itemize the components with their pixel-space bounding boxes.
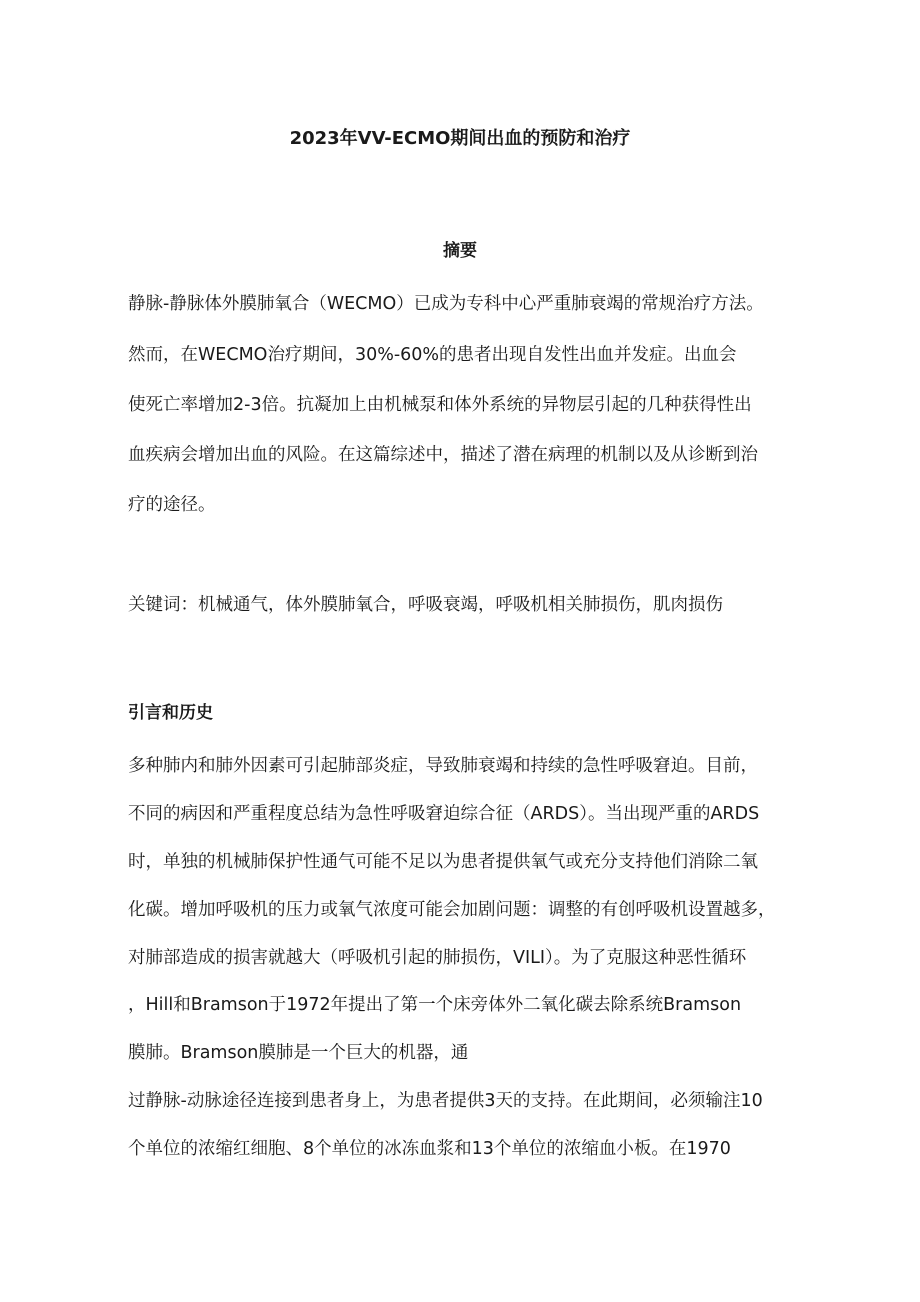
introduction-line: 膜肺。Bramson膜肺是一个巨大的机器，通 bbox=[128, 1043, 469, 1063]
abstract-heading: 摘要 bbox=[443, 241, 477, 261]
abstract-line: 然而，在WECMO治疗期间，30%-60%的患者出现自发性出血并发症。出血会 bbox=[128, 345, 737, 365]
introduction-line: ，Hill和Bramson于1972年提出了第一个床旁体外二氧化碳去除系统Bramson bbox=[128, 995, 742, 1015]
introduction-line: 个单位的浓缩红细胞、8个单位的冰冻血浆和13个单位的浓缩血小板。在1970 bbox=[128, 1139, 731, 1159]
introduction-heading: 引言和历史 bbox=[128, 703, 213, 723]
abstract-line: 静脉-静脉体外膜肺氧合（WECMO）已成为专科中心严重肺衰竭的常规治疗方法。 bbox=[128, 294, 764, 314]
document-title: 2023年VV-ECMO期间出血的预防和治疗 bbox=[289, 128, 631, 149]
introduction-line: 多种肺内和肺外因素可引起肺部炎症，导致肺衰竭和持续的急性呼吸窘迫。目前， bbox=[128, 756, 758, 776]
abstract-line: 疗的途径。 bbox=[128, 495, 216, 515]
introduction-line: 化碳。增加呼吸机的压力或氧气浓度可能会加剧问题：调整的有创呼吸机设置越多， bbox=[128, 900, 776, 920]
abstract-line: 使死亡率增加2-3倍。抗凝加上由机械泵和体外系统的异物层引起的几种获得性出 bbox=[128, 395, 752, 415]
introduction-line: 对肺部造成的损害就越大（呼吸机引起的肺损伤，VILI）。为了克服这种恶性循环 bbox=[128, 948, 747, 968]
introduction-line: 时，单独的机械肺保护性通气可能不足以为患者提供氧气或充分支持他们消除二氧 bbox=[128, 852, 758, 872]
introduction-line: 过静脉-动脉途径连接到患者身上，为患者提供3天的支持。在此期间，必须输注10 bbox=[128, 1091, 763, 1111]
introduction-line: 不同的病因和严重程度总结为急性呼吸窘迫综合征（ARDS）。当出现严重的ARDS bbox=[128, 804, 760, 824]
abstract-line: 血疾病会增加出血的风险。在这篇综述中，描述了潜在病理的机制以及从诊断到治 bbox=[128, 445, 758, 465]
keywords-line: 关键词：机械通气，体外膜肺氧合，呼吸衰竭，呼吸机相关肺损伤，肌肉损伤 bbox=[128, 595, 723, 615]
